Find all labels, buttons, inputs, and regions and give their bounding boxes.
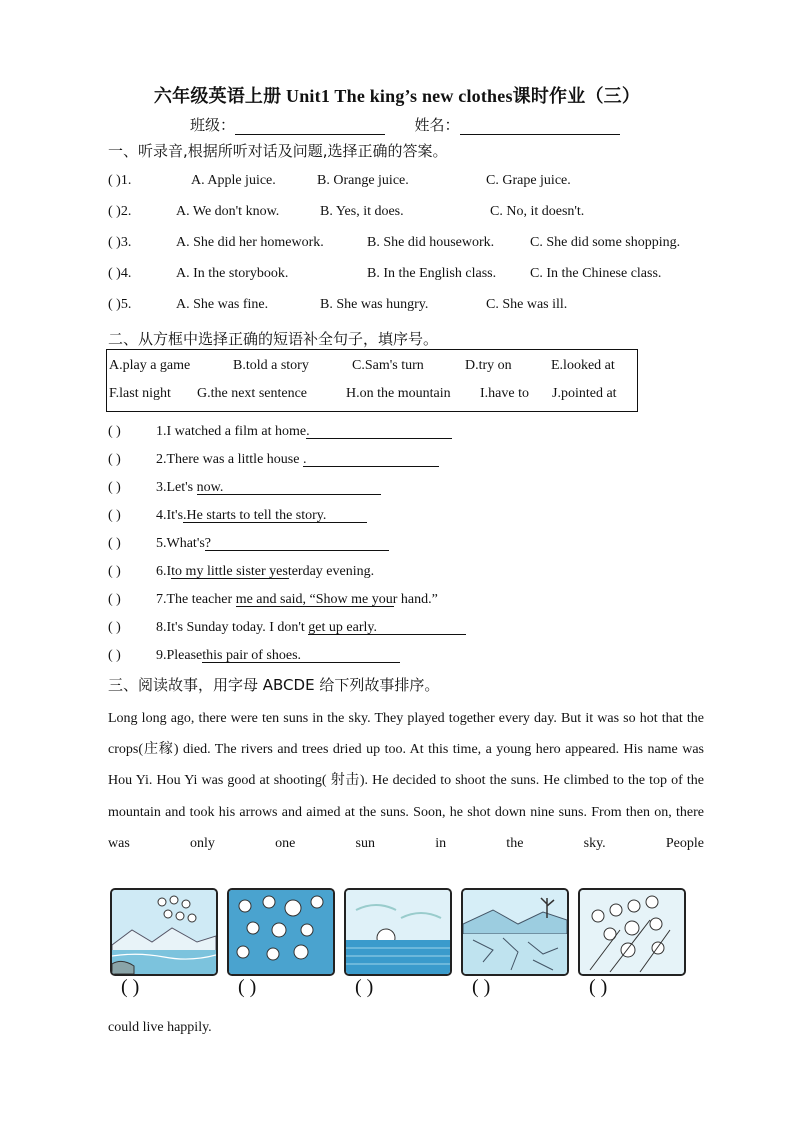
order-answer-paren[interactable]: ( ) (121, 976, 140, 998)
sentence-pre: 9.Please (156, 648, 203, 663)
sentence-post: me and said, “Show me your hand.” (235, 592, 438, 607)
arrows-shooting-suns-icon (578, 888, 686, 976)
sentence-post: this pair of shoes. (202, 648, 302, 663)
class-label: 班级： (190, 118, 236, 134)
sentence-pre: 3.Let's (156, 480, 194, 495)
sentence-post: . (306, 424, 310, 439)
option-a: A. Apple juice. (191, 173, 276, 188)
dry-land-icon (461, 888, 569, 976)
option-a: A. We don't know. (176, 204, 280, 219)
option-b: B. Yes, it does. (320, 204, 404, 219)
phrase-option: A.play a game (109, 358, 191, 373)
name-label: 姓名： (414, 118, 460, 134)
phrase-option: J.pointed at (552, 386, 617, 401)
order-answer-paren[interactable]: ( ) (355, 976, 374, 998)
phrase-box (106, 349, 638, 412)
blank-line[interactable] (306, 424, 452, 439)
blank-line[interactable] (171, 564, 289, 579)
sentence-text (156, 620, 377, 636)
option-b: B. In the English class. (367, 266, 497, 281)
sentence-post: now. (196, 480, 224, 495)
blank-line[interactable] (303, 452, 439, 467)
sentence-pre: 8.It's Sunday today. I don't (156, 620, 305, 635)
sentence-pre: 7.The teacher (156, 592, 233, 607)
sentence-pre: 5.What's (156, 536, 205, 551)
item-number[interactable]: ( )3. (108, 235, 132, 250)
item-number[interactable]: ( )2. (108, 204, 132, 219)
answer-paren[interactable]: ( ) (108, 424, 121, 439)
option-a: A. She did her homework. (176, 235, 324, 250)
sentence-pre: 2.There was a little house (156, 452, 300, 467)
sentence-post: . (302, 452, 307, 467)
option-c: C. No, it doesn't. (490, 204, 585, 219)
item-number[interactable]: ( )5. (108, 297, 132, 312)
answer-paren[interactable]: ( ) (108, 564, 121, 579)
answer-paren[interactable]: ( ) (108, 536, 121, 551)
option-c: C. In the Chinese class. (530, 266, 662, 281)
one-sun-over-sea-icon (344, 888, 452, 976)
section1-heading: 一、听录音,根据所听对话及问题,选择正确的答案。 (108, 142, 448, 160)
blank-line[interactable] (183, 508, 367, 523)
answer-paren[interactable]: ( ) (108, 620, 121, 635)
phrase-option: F.last night (109, 386, 171, 401)
item-number[interactable]: ( )4. (108, 266, 132, 281)
sentence-text (156, 508, 326, 524)
option-c: C. Grape juice. (486, 173, 571, 188)
sentence-post: .He starts to tell the story. (183, 508, 327, 523)
class-field[interactable] (235, 119, 385, 135)
phrase-option: B.told a story (233, 358, 309, 373)
story-paragraph: Long long ago, there were ten suns in the sky. They played together every day. But it was so hot that the crops(庄稼) died. The rivers and trees dried up too. At this time, a young hero appeared. His name was Hou Yi. Hou Yi was good at shooting( 射击). He decided to shoot the suns. He climbed to the top of the mountain and took his arrows and aimed at the suns. Soon, he shot down nine suns. From then on, there was only one sun in the sky. People (108, 711, 704, 851)
answer-paren[interactable]: ( ) (108, 508, 121, 523)
sentence-post: ? (204, 536, 212, 551)
option-b: B. She did housework. (367, 235, 495, 250)
story-ending: could live happily. (108, 1020, 212, 1035)
sentence-post: get up early. (308, 620, 377, 635)
phrase-option: E.looked at (551, 358, 615, 373)
option-a: A. In the storybook. (176, 266, 289, 281)
option-c: C. She did some shopping. (530, 235, 681, 250)
option-c: C. She was ill. (486, 297, 568, 312)
blank-line[interactable] (202, 648, 400, 663)
order-answer-paren[interactable]: ( ) (589, 976, 608, 998)
sentence-pre: 1.I watched a film at home (156, 424, 307, 439)
blank-line[interactable] (308, 620, 466, 635)
answer-paren[interactable]: ( ) (108, 480, 121, 495)
page-title: 六年级英语上册 Unit1 The king’s new clothes课时作业（三） (153, 86, 641, 106)
sentence-text (156, 648, 301, 664)
sentence-text (156, 424, 310, 440)
section3-heading: 三、阅读故事，用字母 ABCDE 给下列故事排序。 (108, 676, 440, 694)
option-b: B. Orange juice. (317, 173, 409, 188)
item-number[interactable]: ( )1. (108, 173, 132, 188)
sentence-text (156, 592, 438, 608)
ten-suns-icon (227, 888, 335, 976)
phrase-option: G.the next sentence (197, 386, 308, 401)
sentence-text (156, 536, 211, 552)
sentence-text (156, 452, 306, 468)
phrase-option: C.Sam's turn (352, 358, 424, 373)
section2-heading: 二、从方框中选择正确的短语补全句子，填序号。 (108, 330, 439, 348)
phrase-option: I.have to (480, 386, 529, 401)
sentence-post: to my little sister yesterday evening. (171, 564, 375, 579)
answer-paren[interactable]: ( ) (108, 592, 121, 607)
blank-line[interactable] (205, 536, 389, 551)
option-b: B. She was hungry. (320, 297, 429, 312)
option-a: A. She was fine. (176, 297, 269, 312)
sentence-text (156, 564, 374, 580)
order-answer-paren[interactable]: ( ) (472, 976, 491, 998)
sentence-text (156, 480, 223, 496)
name-field[interactable] (460, 119, 620, 135)
sentence-pre: 6.I (156, 564, 172, 579)
sentence-pre: 4.It's (156, 508, 184, 523)
answer-paren[interactable]: ( ) (108, 648, 121, 663)
blank-line[interactable] (197, 480, 381, 495)
mountain-river-scene-icon (110, 888, 218, 976)
blank-line[interactable] (236, 592, 394, 607)
order-answer-paren[interactable]: ( ) (238, 976, 257, 998)
phrase-option: D.try on (465, 358, 512, 373)
answer-paren[interactable]: ( ) (108, 452, 121, 467)
phrase-option: H.on the mountain (346, 386, 451, 401)
student-info-line (190, 114, 620, 135)
